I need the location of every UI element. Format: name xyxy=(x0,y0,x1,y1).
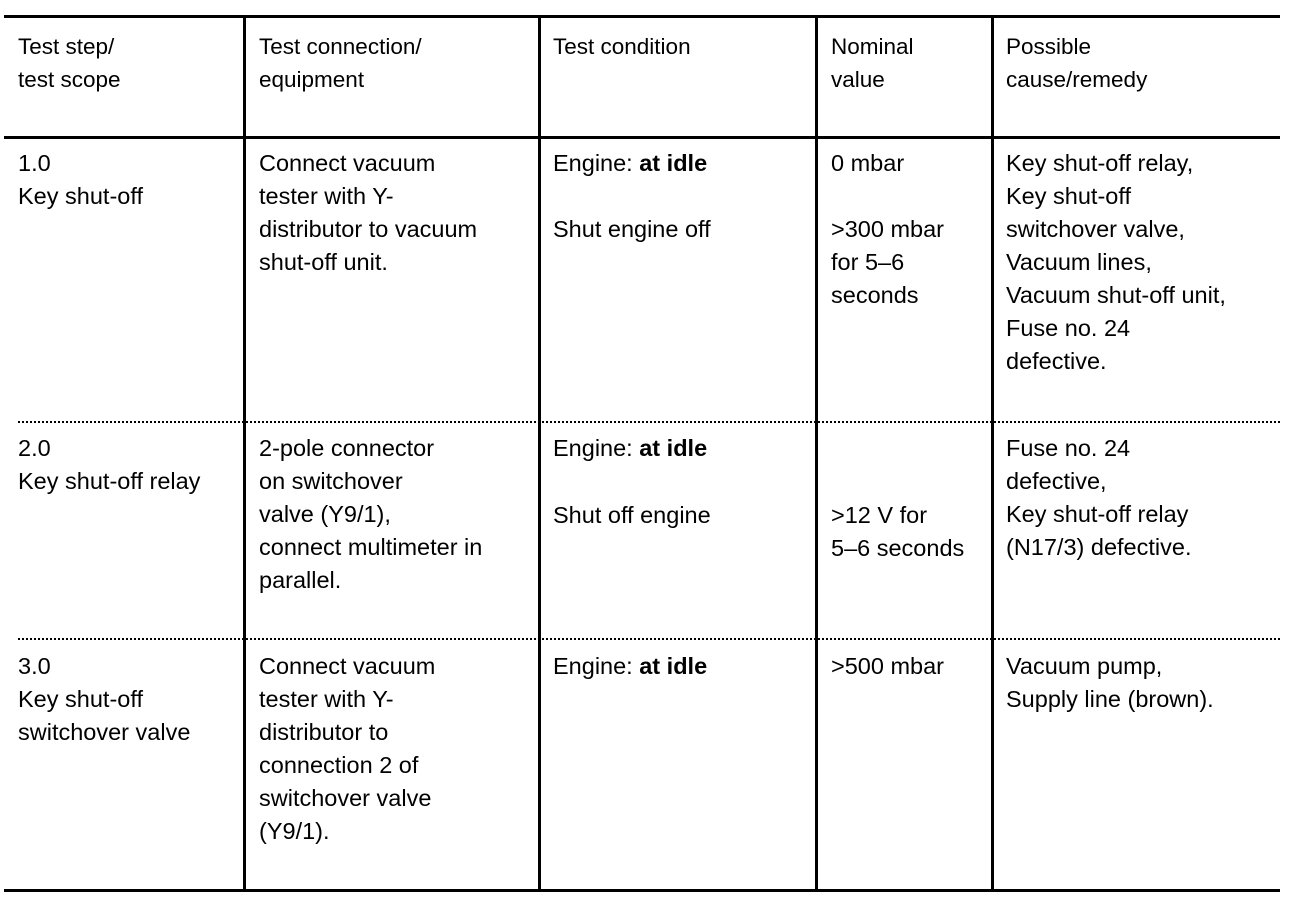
row-separator-2 xyxy=(18,638,1280,640)
row-3-nominal: >500 mbar xyxy=(831,653,945,679)
row-1-test-step: 1.0 Key shut-off xyxy=(18,150,143,209)
header-test-condition: Test condition xyxy=(553,34,691,59)
column-divider-1 xyxy=(243,15,246,892)
table-top-rule xyxy=(4,15,1280,18)
row-2-condition-1: Engine: at idle xyxy=(553,435,708,461)
header-test-step: Test step/ test scope xyxy=(18,34,121,92)
row-1-test-connection: Connect vacuum tester with Y- distributor to vacuum shut-off unit. xyxy=(259,150,478,275)
row-1-nominal-2: >300 mbar for 5–6 seconds xyxy=(831,216,945,308)
row-2-test-step: 2.0 Key shut-off relay xyxy=(18,435,201,494)
row-2-possible-cause: Fuse no. 24 defective, Key shut-off relay (N17/3) defective. xyxy=(1006,435,1192,560)
row-3-condition-1: Engine: at idle xyxy=(553,653,708,679)
header-nominal-value: Nominal value xyxy=(831,34,914,92)
header-possible-cause: Possible cause/remedy xyxy=(1006,34,1148,92)
row-2-condition-2: Shut off engine xyxy=(553,502,711,528)
header-test-connection: Test connection/ equipment xyxy=(259,34,422,92)
row-2-test-connection: 2-pole connector on switchover valve (Y9/1), connect multimeter in parallel. xyxy=(259,435,483,593)
row-1-condition-1: Engine: at idle xyxy=(553,150,708,176)
row-2-nominal: >12 V for 5–6 seconds xyxy=(831,502,965,561)
row-1-condition-2: Shut engine off xyxy=(553,216,711,242)
column-divider-3 xyxy=(815,15,818,892)
row-3-test-connection: Connect vacuum tester with Y- distributor to connection 2 of switchover valve (Y9/1). xyxy=(259,653,436,844)
column-divider-4 xyxy=(991,15,994,892)
row-3-test-step: 3.0 Key shut-off switchover valve xyxy=(18,653,191,745)
table-bottom-rule xyxy=(4,889,1280,892)
header-bottom-rule xyxy=(4,136,1280,139)
row-1-possible-cause: Key shut-off relay, Key shut-off switchover valve, Vacuum lines, Vacuum shut-off unit, Fuse no. 24 defective. xyxy=(1006,150,1226,374)
row-1-nominal-1: 0 mbar xyxy=(831,150,905,176)
column-divider-2 xyxy=(538,15,541,892)
row-3-possible-cause: Vacuum pump, Supply line (brown). xyxy=(1006,653,1214,712)
row-separator-1 xyxy=(18,421,1280,423)
